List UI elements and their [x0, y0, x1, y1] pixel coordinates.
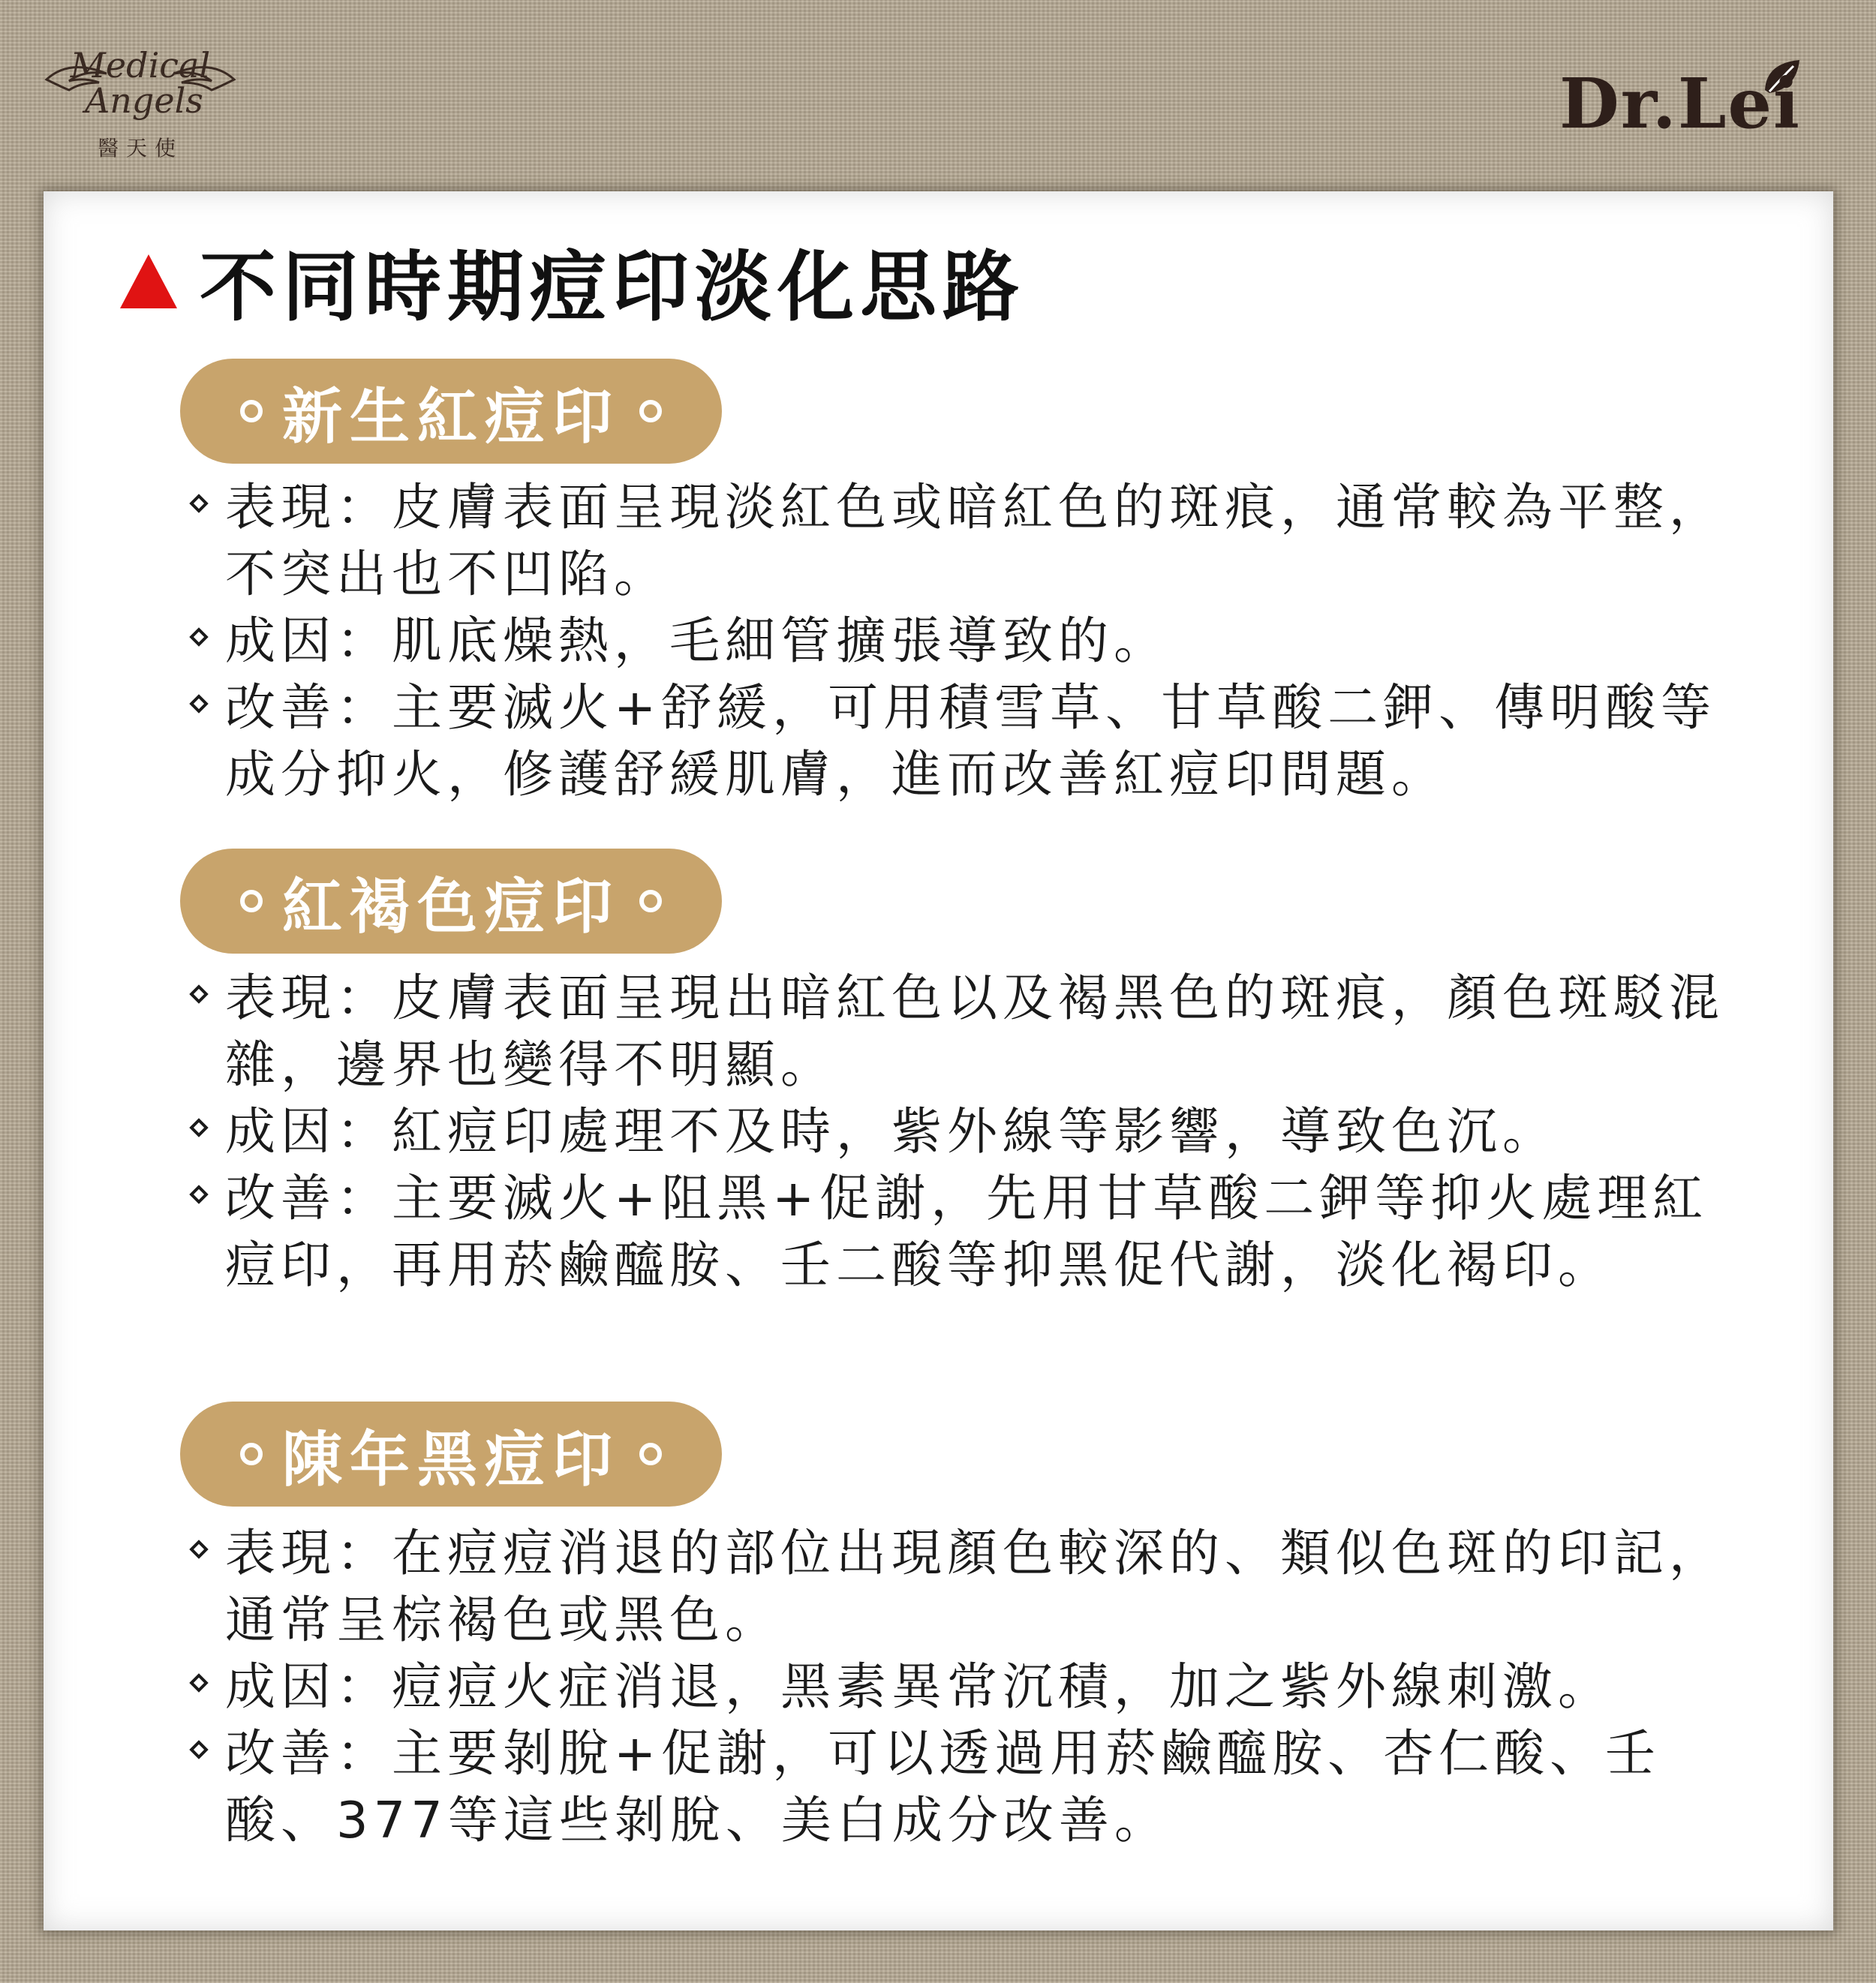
page-title: 不同時期痘印淡化思路: [200, 243, 1025, 332]
page-title-row: [120, 236, 1025, 332]
logo-script-bottom: Angels: [85, 80, 203, 121]
item-text: 成因：肌底燥熱，毛細管擴張導致的。: [225, 611, 1169, 670]
section-heading: 新生紅痘印: [282, 381, 620, 452]
diamond-bullet-icon: [189, 494, 208, 512]
circle-icon: [240, 890, 263, 912]
logo-script-top: Medical: [70, 45, 211, 86]
section-body: [188, 965, 1726, 1299]
list-item: [188, 1654, 1726, 1720]
diamond-bullet-icon: [189, 1118, 208, 1137]
list-item: [188, 1720, 1726, 1854]
section-heading-pill: [180, 849, 722, 954]
diamond-bullet-icon: [189, 1540, 208, 1558]
list-item: [188, 675, 1726, 808]
item-text: 改善：主要剝脫+促謝，可以透過用菸鹼醯胺、杏仁酸、壬酸、377等這些剝脫、美白成分改善。: [225, 1724, 1661, 1849]
list-item: [188, 1520, 1726, 1654]
section-heading-pill: [180, 359, 722, 464]
diamond-bullet-icon: [189, 627, 208, 646]
section-heading: 陳年黑痘印: [282, 1424, 620, 1495]
circle-icon: [240, 1443, 263, 1465]
circle-icon: [240, 400, 263, 422]
medical-angels-logo: [39, 36, 242, 164]
circle-icon: [639, 890, 662, 912]
item-text: 表現：皮膚表面呈現出暗紅色以及褐黑色的斑痕，顏色斑駁混雜，邊界也變得不明顯。: [225, 969, 1724, 1094]
circle-icon: [639, 400, 662, 422]
list-item: [188, 474, 1726, 608]
list-item: [188, 608, 1726, 675]
section-heading: 紅褐色痘印: [282, 871, 620, 942]
diamond-bullet-icon: [189, 1740, 208, 1759]
item-text: 表現：皮膚表面呈現淡紅色或暗紅色的斑痕，通常較為平整，不突出也不凹陷。: [225, 478, 1724, 603]
diamond-bullet-icon: [189, 984, 208, 1003]
list-item: [188, 1098, 1726, 1165]
circle-icon: [639, 1443, 662, 1465]
angel-wings-icon: [39, 36, 242, 134]
item-text: 改善：主要滅火+阻黑+促謝，先用甘草酸二鉀等抑火處理紅痘印，再用菸鹼醯胺、壬二酸等抑黑促代謝，淡化褐印。: [225, 1169, 1709, 1294]
item-text: 表現：在痘痘消退的部位出現顏色較深的、類似色斑的印記，通常呈棕褐色或黑色。: [225, 1524, 1724, 1649]
diamond-bullet-icon: [189, 1185, 208, 1203]
list-item: [188, 965, 1726, 1098]
logo-subtitle: 醫天使: [97, 136, 183, 161]
diamond-bullet-icon: [189, 694, 208, 713]
item-text: 成因：痘痘火症消退，黑素異常沉積，加之紫外線刺激。: [225, 1657, 1613, 1716]
section-heading-pill: [180, 1402, 722, 1507]
dr-lei-logo: Dr.Lei: [1559, 63, 1801, 144]
list-item: [188, 1165, 1726, 1299]
item-text: 成因：紅痘印處理不及時，紫外線等影響，導致色沉。: [225, 1102, 1558, 1161]
section-body: [188, 1520, 1726, 1854]
item-text: 改善：主要滅火+舒緩，可用積雪草、甘草酸二鉀、傳明酸等成分抑火，修護舒緩肌膚，進而改善紅痘印問題。: [225, 678, 1717, 804]
diamond-bullet-icon: [189, 1673, 208, 1692]
red-triangle-icon: [120, 254, 177, 308]
section-body: [188, 474, 1726, 808]
